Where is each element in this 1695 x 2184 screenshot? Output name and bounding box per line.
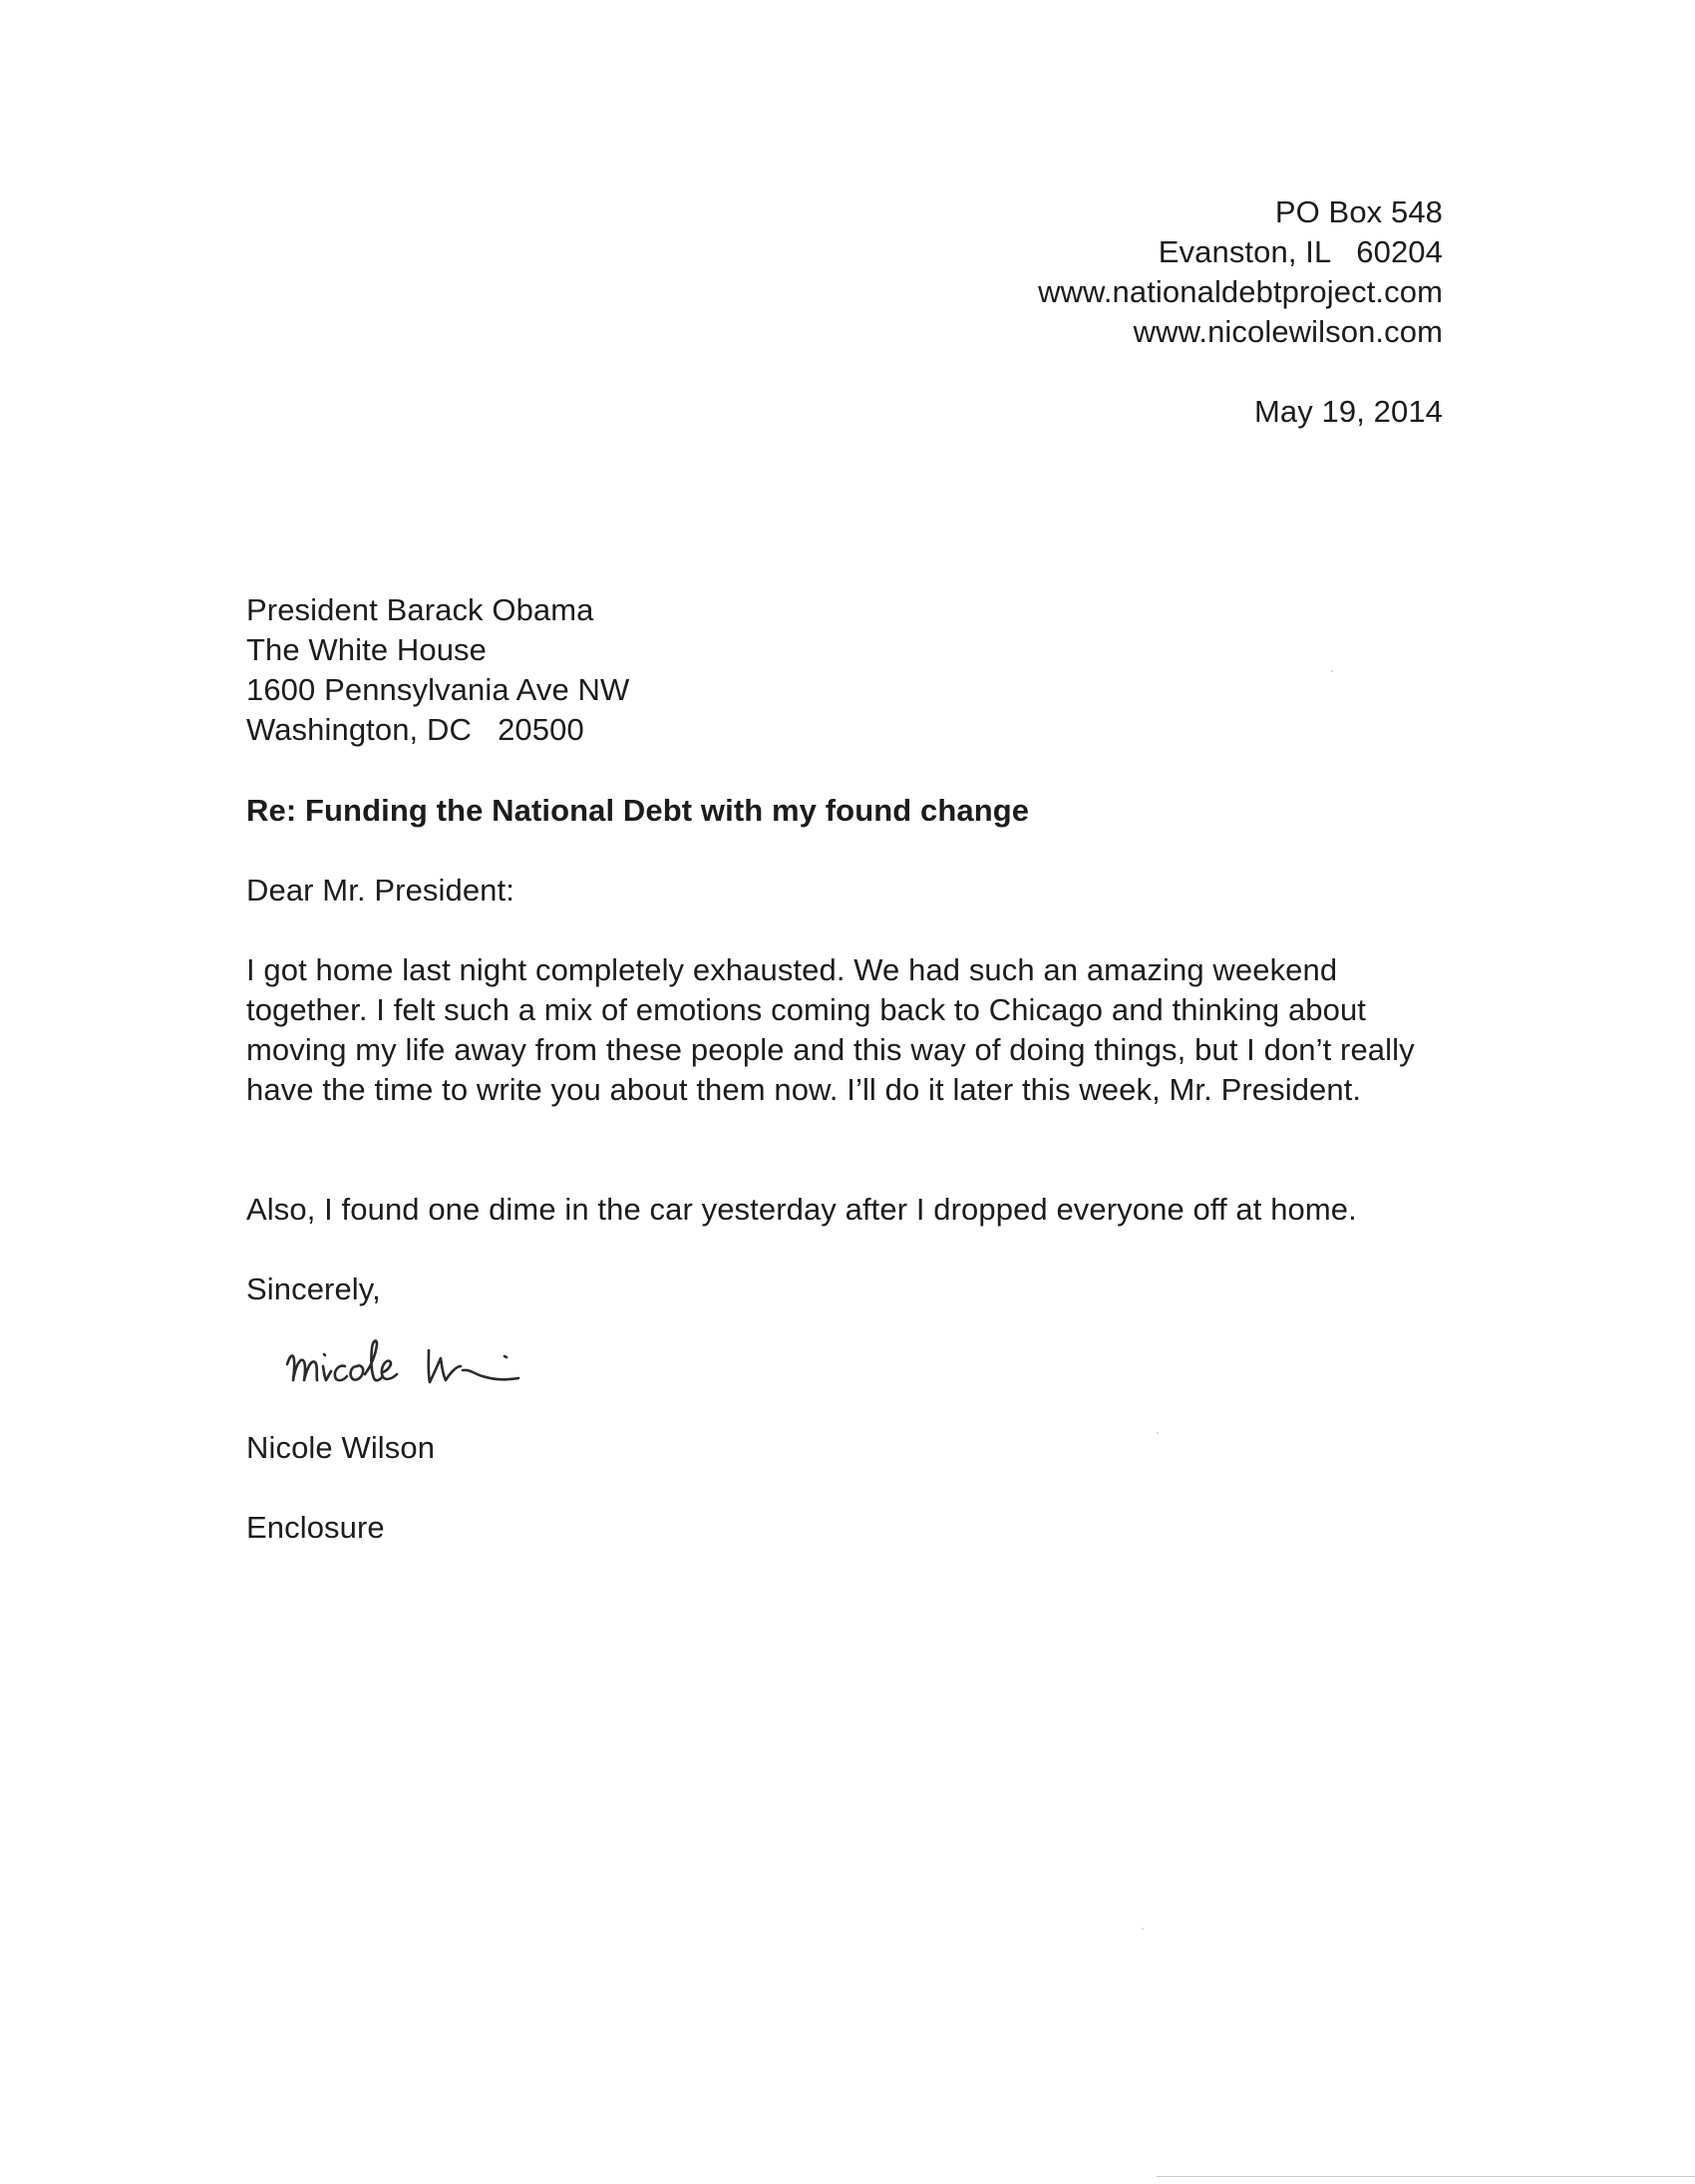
- enclosure-note: Enclosure: [246, 1510, 385, 1545]
- scan-speck: [1331, 670, 1333, 672]
- sender-website-project: www.nationaldebtproject.com: [1038, 274, 1443, 309]
- sender-city-state-zip: Evanston, IL 60204: [1158, 234, 1443, 269]
- recipient-address: [246, 590, 629, 750]
- recipient-organization: The White House: [246, 632, 487, 667]
- closing: Sincerely,: [246, 1272, 381, 1306]
- scan-speck: [1142, 1928, 1144, 1930]
- scan-edge-line: [1157, 2176, 1695, 2177]
- sender-address: [1038, 192, 1443, 352]
- recipient-city-state-zip: Washington, DC 20500: [246, 712, 584, 747]
- salutation: Dear Mr. President:: [246, 873, 514, 908]
- body-paragraph-1: I got home last night completely exhausted. We had such an amazing weekend together. I felt such a mix of emotions coming back to Chicago and thinking about moving my life away from these people and this way of doing things, but I don’t really have the time to write you about them now. I’ll do it later this week, Mr. President.: [246, 952, 1415, 1107]
- subject-line: Re: Funding the National Debt with my found change: [246, 793, 1030, 828]
- recipient-name: President Barack Obama: [246, 592, 594, 627]
- sender-website-personal: www.nicolewilson.com: [1133, 314, 1443, 349]
- body-paragraph-2: Also, I found one dime in the car yesterday after I dropped everyone off at home.: [246, 1192, 1357, 1227]
- sender-po-box: PO Box 548: [1274, 194, 1443, 229]
- letter-date: May 19, 2014: [1253, 394, 1443, 429]
- recipient-street: 1600 Pennsylvania Ave NW: [246, 672, 630, 707]
- handwritten-signature: [279, 1314, 608, 1404]
- scan-speck: [1157, 1432, 1159, 1434]
- signer-name: Nicole Wilson: [246, 1430, 436, 1465]
